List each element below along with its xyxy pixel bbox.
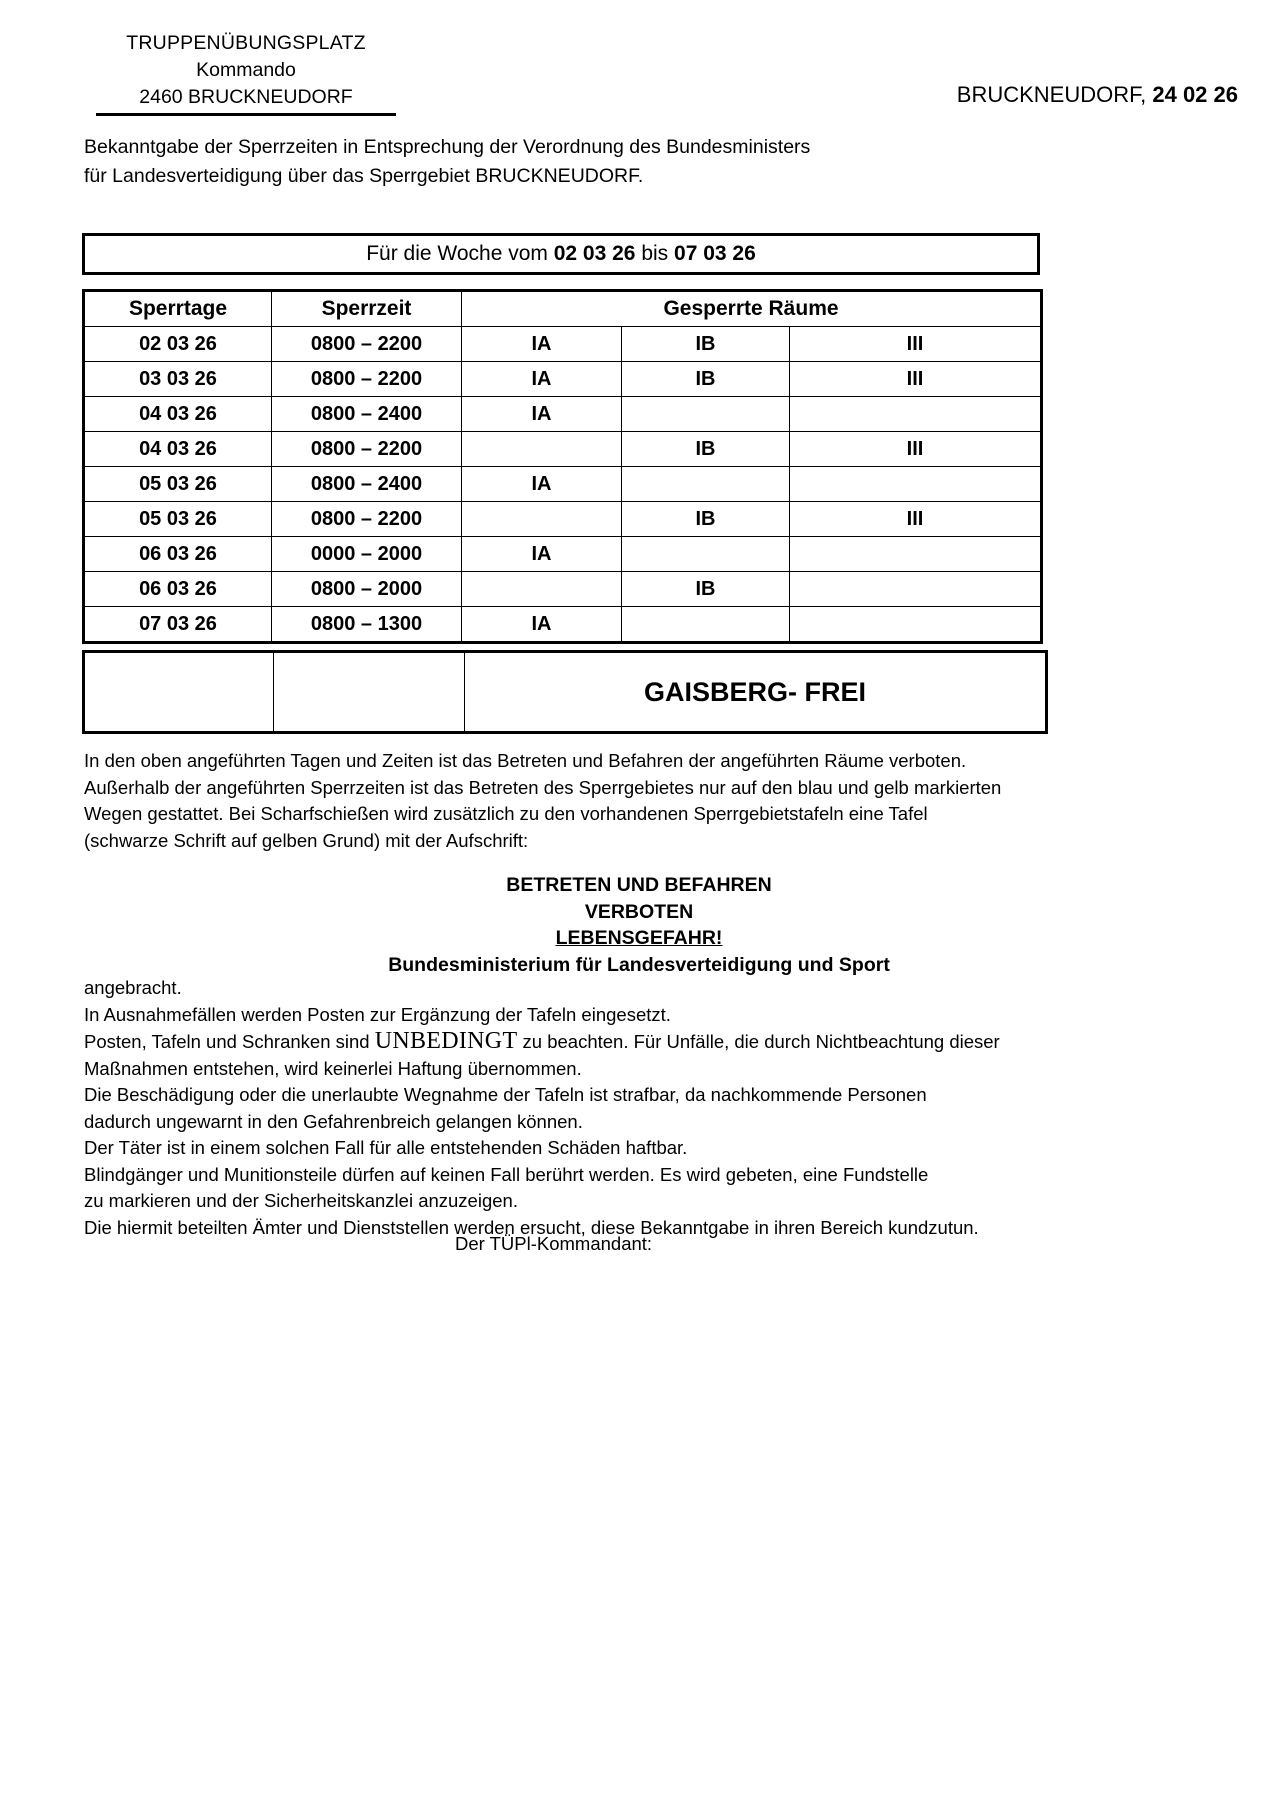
cell-raum-1	[462, 572, 622, 607]
cell-sperrzeit: 0000 – 2000	[272, 537, 462, 572]
cell-sperrzeit: 0800 – 2000	[272, 572, 462, 607]
cell-raum-2	[622, 537, 790, 572]
table-row	[84, 467, 1042, 502]
cell-sperrzeit: 0800 – 2200	[272, 502, 462, 537]
cell-raum-1: IA	[462, 362, 622, 397]
cell-sperrzeit: 0800 – 2200	[272, 327, 462, 362]
warning-line-2: VERBOTEN	[584, 900, 694, 923]
cell-sperrzeit: 0800 – 2400	[272, 397, 462, 432]
cell-raum-2	[622, 397, 790, 432]
gaisberg-box	[82, 650, 1048, 734]
body-bottom-line-10: Die hiermit beteilten Ämter und Dienststellen werden ersucht, diese Bekanntgabe in ihren Bereich kundzutun.	[84, 1216, 979, 1238]
cell-raum-3	[790, 572, 1042, 607]
body-bottom-line-8: Blindgänger und Munitionsteile dürfen auf keinen Fall berührt werden. Es wird gebeten, eine Fundstelle	[84, 1163, 929, 1185]
cell-sperrtag: 03 03 26	[84, 362, 272, 397]
body-top-line-1: In den oben angeführten Tagen und Zeiten ist das Betreten und Befahren der angeführten Räume verboten.	[84, 750, 967, 771]
cell-raum-2	[622, 467, 790, 502]
cell-raum-2: IB	[622, 327, 790, 362]
cell-raum-2: IB	[622, 502, 790, 537]
cell-raum-1	[462, 502, 622, 537]
week-from-date: 02 03 26	[553, 242, 636, 265]
table-row	[84, 502, 1042, 537]
body-top-line-4: (schwarze Schrift auf gelben Grund) mit der Aufschrift:	[84, 829, 529, 851]
cell-sperrtag: 06 03 26	[84, 537, 272, 572]
cell-raum-3: III	[790, 432, 1042, 467]
warning-line-3-lebensgefahr: LEBENSGEFAHR!	[555, 927, 723, 949]
gaisberg-cell-empty-2	[274, 652, 465, 733]
table-row	[84, 397, 1042, 432]
body-top-line-3: Wegen gestattet. Bei Scharfschießen wird zusätzlich zu den vorhandenen Sperrgebietstafeln eine Tafel	[84, 803, 928, 824]
place-date-line	[957, 82, 1238, 108]
body-top-line-2: Außerhalb der angeführten Sperrzeiten ist das Betreten des Sperrgebietes nur auf den blau und gelb markierten	[84, 776, 1002, 798]
intro-line-1: Bekanntgabe der Sperrzeiten in Entsprechung der Verordnung des Bundesministers	[84, 136, 811, 158]
table-row	[84, 607, 1042, 643]
week-to-date: 07 03 26	[674, 242, 756, 265]
body-bottom-line-2: In Ausnahmefällen werden Posten zur Ergänzung der Tafeln eingesetzt.	[84, 1003, 671, 1025]
body-bottom-line-3	[84, 1028, 1000, 1056]
gaisberg-notice: GAISBERG- FREI	[465, 652, 1047, 733]
cell-sperrtag: 04 03 26	[84, 397, 272, 432]
intro-line-2: für Landesverteidigung über das Sperrgebiet BRUCKNEUDORF.	[84, 165, 644, 187]
table-row	[84, 572, 1042, 607]
cell-raum-2: IB	[622, 362, 790, 397]
week-middle: bis	[641, 242, 669, 265]
intro-paragraph	[84, 133, 810, 191]
cell-raum-1	[462, 432, 622, 467]
body-top-paragraph	[84, 748, 1001, 854]
body-bottom-line-6: dadurch ungewarnt in den Gefahrenbreich gelangen können.	[84, 1110, 583, 1132]
table-row	[84, 432, 1042, 467]
cell-raum-3: III	[790, 502, 1042, 537]
closure-table	[82, 289, 1043, 644]
warning-line-1: BETRETEN UND BEFAHREN	[506, 874, 772, 896]
cell-raum-3	[790, 397, 1042, 432]
cell-raum-1: IA	[462, 327, 622, 362]
cell-sperrzeit: 0800 – 1300	[272, 607, 462, 643]
body-bottom-line-3a: Posten, Tafeln und Schranken sind	[84, 1031, 370, 1052]
cell-sperrtag: 04 03 26	[84, 432, 272, 467]
table-row	[84, 327, 1042, 362]
cell-raum-3: III	[790, 327, 1042, 362]
warning-sign-text	[0, 872, 1278, 978]
cell-sperrtag: 07 03 26	[84, 607, 272, 643]
cell-raum-3	[790, 607, 1042, 643]
gaisberg-cell-empty-1	[84, 652, 274, 733]
header-sperrtage: Sperrtage	[84, 291, 272, 327]
body-bottom-line-5: Die Beschädigung oder die unerlaubte Wegnahme der Tafeln ist strafbar, da nachkommende Personen	[84, 1084, 927, 1105]
table-header-row	[84, 291, 1042, 327]
cell-sperrzeit: 0800 – 2400	[272, 467, 462, 502]
week-prefix: Für die Woche vom	[366, 242, 548, 265]
cell-raum-3	[790, 537, 1042, 572]
body-bottom-line-4: Maßnahmen entstehen, wird keinerlei Haftung übernommen.	[84, 1057, 582, 1079]
cell-raum-3: III	[790, 362, 1042, 397]
letterhead-block	[96, 30, 396, 116]
body-bottom-line-3c: zu beachten. Für Unfälle, die durch Nichtbeachtung dieser	[522, 1031, 1000, 1052]
body-bottom-paragraph	[84, 975, 1000, 1241]
warning-line-4-ministry: Bundesministerium für Landesverteidigung und Sport	[388, 953, 890, 976]
document-date: 24 02 26	[1152, 82, 1238, 107]
table-row	[84, 537, 1042, 572]
cell-sperrtag: 05 03 26	[84, 502, 272, 537]
signature-label: Der TÜPl-Kommandant:	[455, 1233, 653, 1254]
table-row	[84, 362, 1042, 397]
cell-sperrzeit: 0800 – 2200	[272, 362, 462, 397]
body-bottom-line-9: zu markieren und der Sicherheitskanzlei anzuzeigen.	[84, 1190, 518, 1211]
cell-raum-3	[790, 467, 1042, 502]
body-bottom-line-1: angebracht.	[84, 977, 182, 998]
cell-sperrzeit: 0800 – 2200	[272, 432, 462, 467]
cell-raum-2: IB	[622, 432, 790, 467]
cell-raum-1: IA	[462, 467, 622, 502]
gaisberg-row	[84, 652, 1047, 733]
week-banner	[82, 233, 1040, 275]
cell-raum-2: IB	[622, 572, 790, 607]
letterhead-line-1: TRUPPENÜBUNGSPLATZ	[126, 32, 366, 54]
cell-raum-1: IA	[462, 397, 622, 432]
cell-raum-1: IA	[462, 537, 622, 572]
cell-raum-2	[622, 607, 790, 643]
letterhead-line-3: 2460 BRUCKNEUDORF	[139, 86, 353, 108]
place-name: BRUCKNEUDORF,	[956, 82, 1147, 107]
body-bottom-line-7: Der Täter ist in einem solchen Fall für alle entstehenden Schäden haftbar.	[84, 1137, 688, 1158]
header-gesperrte-raeume: Gesperrte Räume	[462, 291, 1042, 327]
cell-raum-1: IA	[462, 607, 622, 643]
header-sperrzeit: Sperrzeit	[272, 291, 462, 327]
cell-sperrtag: 05 03 26	[84, 467, 272, 502]
unbedingt-emphasis: UNBEDINGT	[374, 1028, 518, 1054]
cell-sperrtag: 02 03 26	[84, 327, 272, 362]
letterhead-line-2: Kommando	[196, 59, 296, 81]
cell-sperrtag: 06 03 26	[84, 572, 272, 607]
